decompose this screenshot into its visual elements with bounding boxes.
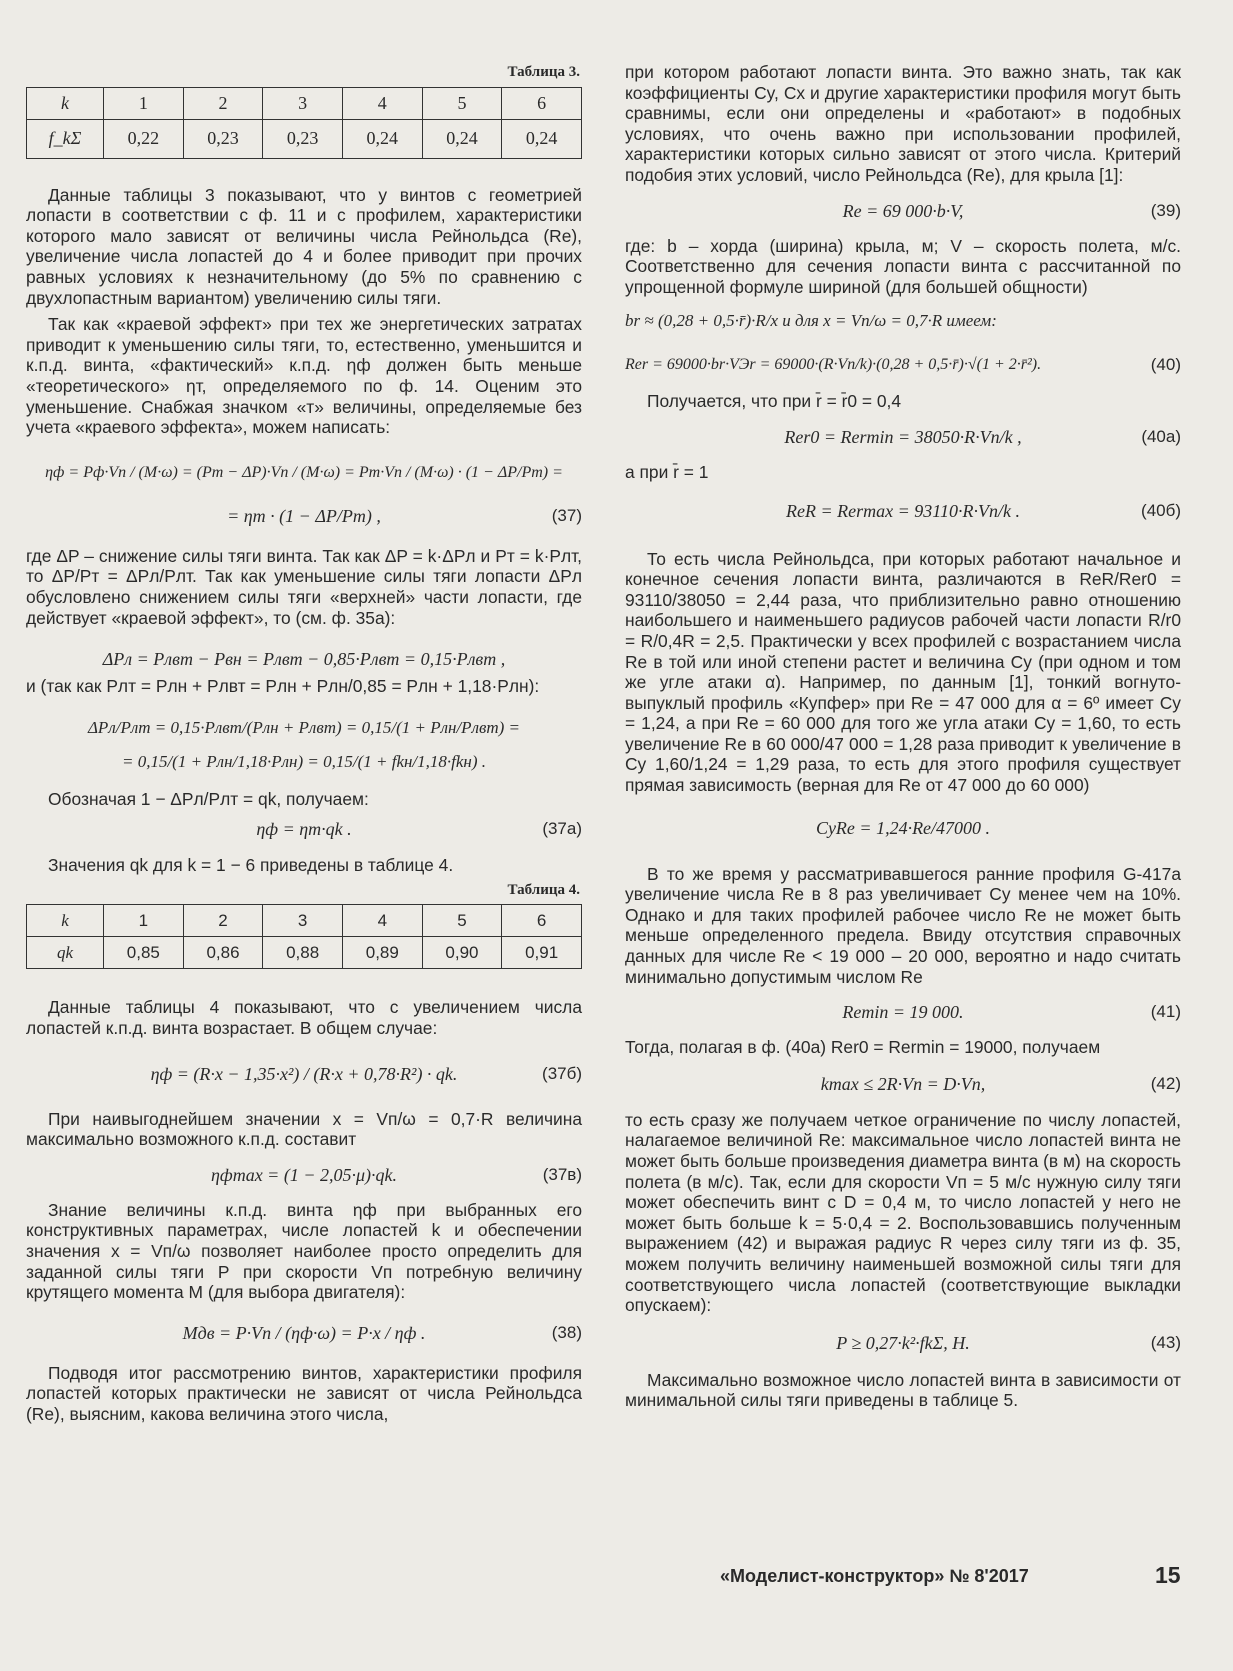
table3-col: 1	[104, 87, 184, 119]
formula-40b	[625, 483, 1181, 539]
paragraph: Данные таблицы 3 показывают, что у винтов с геометрией лопасти в соответствии с ф. 11 и с профилем, характеристики которого мало зависят от величины числа Рейнольдса (Re), увеличение числа лопастей до 4 и более приводит при прочих равных условиях к незначительному (до 5% по сравнению с двухлопастным вариантом) увеличению силы тяги.	[26, 184, 582, 308]
paragraph: где: b – хорда (ширина) крыла, м; V – скорость полета, м/с. Соответственно для сечения лопасти винта с рассчитанной по упрощенной формуле шириной (для большей общности)	[625, 235, 1181, 297]
paragraph: то есть сразу же получаем четкое ограничение по числу лопастей, налагаемое величиной Re: максимальное число лопастей винта не может быть больше произведения диаметра винта (в м) на скорость полета (в м/с). Так, если для скорости Vп = 5 м/с нужную силу тяги может обеспечить винт с D = 0,4 м, то число лопастей у него не может быть больше k = 5·0,4 = 2. Воспользовавшись полученным выражением (42) и выражая радиус R через силу тяги из ф. 35, можем получить величину наименьшей возможной силы тяги для соответствующего числа лопастей (соответствующие выкладки опускаем):	[625, 1109, 1181, 1316]
formula-text: Rer = 69000·br·VЭr = 69000·(R·Vп/k)·(0,28 + 0,5·r̄)·√(1 + 2·r̄²).	[625, 356, 1042, 374]
table4-col: 3	[263, 905, 343, 937]
paragraph: а при r̄ = 1	[625, 461, 709, 482]
paragraph: Максимально возможное число лопастей винта в зависимости от минимальной силы тяги приведены в таблице 5.	[625, 1369, 1181, 1411]
equation-number: (39)	[1150, 200, 1181, 220]
table4-cell: 0,88	[263, 937, 343, 969]
table3-cell: 0,23	[263, 119, 343, 158]
formula-40a	[625, 412, 1181, 462]
formula-text: CyRe = 1,24·Re/47000 .	[815, 817, 991, 838]
table3-col: 4	[342, 87, 422, 119]
table3-col: 2	[183, 87, 263, 119]
paragraph: То есть числа Рейнольдса, при которых работают начальное и конечное сечения лопасти винта, различаются в ReR/Rer0 = 93110/38050 = 2,44 раза, что приблизительно равно отношению наибольшего и наименьшего радиусов рабочей части лопасти R/r0 = R/0,4R = 2,5. Практически у всех профилей с возрастанием числа Re в той или иной степени растет и величина Cy (при одном и том же угле атаки α). Например, по данным [1], тонкий вогнуто-выпуклый профиль «Купфер» при Re = 47 000 для α = 6º имеет Cy = 1,24, а при Re = 60 000 для того же угла атаки Cy = 1,60, то есть увеличение Re в 60 000/47 000 = 1,28 раза приводит к увеличение в Cy 1,60/1,24 = 1,29 раза, то есть для этого профиля существует прямая зависимость (верная для Re от 47 000 до 60 000)	[625, 548, 1181, 796]
right-column	[625, 62, 1181, 1411]
formula-text: Re = 69 000·b·V,	[842, 200, 964, 221]
equation-number: (40)	[1150, 355, 1181, 375]
paragraph: Знание величины к.п.д. винта ηф при выбранных его конструктивных параметрах, числе лопастей k и обеспечении значения x = Vп/ω позволяет наиболее просто определить для заданной силы тяги P при скорости Vп потребную величину крутящего момента M (для выбора двигателя):	[26, 1199, 582, 1303]
equation-number: (37в)	[542, 1164, 582, 1184]
paragraph: Значения qk для k = 1 − 6 приведены в таблице 4.	[48, 855, 454, 876]
paragraph: Получается, что при r̄ = r̄0 = 0,4	[647, 391, 902, 412]
formula-text: P ≥ 0,27·k²·fkΣ, Н.	[836, 1332, 970, 1353]
formula-text: kmax ≤ 2R·Vп = D·Vп,	[820, 1073, 986, 1094]
table4-row-label: qk	[27, 937, 104, 969]
table3-header-row	[27, 87, 582, 119]
table3-row-label: f_kΣ	[27, 119, 104, 158]
formula-text: ReR = Rermax = 93110·R·Vп/k .	[786, 500, 1020, 521]
formula-37a	[26, 809, 582, 849]
table4-col: 1	[104, 905, 184, 937]
equation-number: (43)	[1150, 1332, 1181, 1352]
table-3	[26, 87, 582, 159]
formula-text: Remin = 19 000.	[842, 1002, 964, 1023]
table3-cell: 0,24	[342, 119, 422, 158]
table4-caption: Таблица 4.	[507, 881, 580, 898]
formula-37v	[26, 1150, 582, 1200]
equation-number: (41)	[1150, 1002, 1181, 1022]
formula-text: = ηт · (1 − ΔP/Pт) ,	[227, 505, 381, 526]
paragraph: Так как «краевой эффект» при тех же энергетических затратах приводит к уменьшению силы тяги, то, естественно, уменьшится и к.п.д. винта, «фактический» к.п.д. ηф должен быть меньше «теоретического» ηт, определяемого по ф. 14. Оценим это уменьшение. Снабжая значком «т» величины, определяемые без учета «краевого эффекта», можем написать:	[26, 314, 582, 438]
table3-col: 6	[502, 87, 582, 119]
left-column	[26, 62, 582, 1425]
formula-37b	[26, 1039, 582, 1109]
formula-38	[26, 1303, 582, 1363]
table3-col: 5	[422, 87, 502, 119]
formula-text: Mдв = P·Vп / (ηф·ω) = P·x / ηф .	[182, 1322, 426, 1343]
formula-text: ΔPл = Pлвт − Pвн = Pлвт − 0,85·Pлвт = 0,15·Pлвт ,	[102, 649, 506, 670]
equation-number: (42)	[1150, 1073, 1181, 1093]
table3-header-label: k	[27, 87, 104, 119]
formula-text: ηфmax = (1 − 2,05·μ)·qk.	[210, 1164, 397, 1185]
table4-header-label: k	[27, 905, 104, 937]
formula-41	[625, 987, 1181, 1037]
table4-cell: 0,85	[104, 937, 184, 969]
table4-col: 2	[183, 905, 263, 937]
formula-ratio-line1	[26, 711, 582, 745]
paragraph: При наивыгоднейшем значении x = Vп/ω = 0,7·R величина максимально возможного к.п.д. составит	[26, 1108, 582, 1150]
paragraph: Обозначая 1 − ΔPл/Pлт = qk, получаем:	[48, 788, 369, 809]
table-4	[26, 904, 582, 969]
equation-number: (37а)	[542, 819, 582, 839]
table4-value-row	[27, 937, 582, 969]
table3-cell: 0,22	[104, 119, 184, 158]
paragraph: где ΔP – снижение силы тяги винта. Так как ΔP = k·ΔPл и Pт = k·Pлт, то ΔP/Pт = ΔPл/Pлт. Так как уменьшение силы тяги лопасти ΔPл обусловлено снижением силы тяги «верхней» части лопасти, где действует «краевой эффект», то (см. ф. 35а):	[26, 545, 582, 628]
paragraph: В то же время у рассматривавшегося ранние профиля G-417а увеличение числа Re в 8 раз увеличивает Cy менее чем на 10%. Однако и для таких профилей рабочее число Re не может быть меньше определенного предела. Ввиду отсутствия справочных данных для числе Re < 19 000 – 20 000, вероятно и надо считать минимально допустимым числом Re	[625, 863, 1181, 987]
equation-number: (37б)	[542, 1063, 582, 1083]
formula-text: ηф = (R·x − 1,35·x²) / (R·x + 0,78·R²) · qk.	[150, 1063, 458, 1084]
formula-37-line1	[26, 452, 582, 494]
formula-42	[625, 1058, 1181, 1110]
formula-40	[625, 345, 1181, 385]
table4-col: 6	[502, 905, 582, 937]
paragraph: Данные таблицы 4 показывают, что с увеличением числа лопастей к.п.д. винта возрастает. В общем случае:	[26, 997, 582, 1039]
formula-43	[625, 1316, 1181, 1370]
table4-header-row	[27, 905, 582, 937]
table3-value-row	[27, 119, 582, 158]
paragraph: при котором работают лопасти винта. Это важно знать, так как коэффициенты Cy, Cx и другие характеристики профиля могут быть сравнимы, если они определены и «работают» в подобных условиях, что очень важно при использовании профилей, характеристики которых сильно зависят от этого числа. Критерий подобия этих условий, число Рейнольдса (Re), для крыла [1]:	[625, 62, 1181, 185]
formula-text: br ≈ (0,28 + 0,5·r̄)·R/x и для x = Vп/ω = 0,7·R имеем:	[625, 311, 997, 331]
formula-cy	[625, 796, 1181, 860]
paragraph: и (так как Pлт = Pлн + Pлвт = Pлн + Pлн/0,85 = Pлн + 1,18·Pлн):	[26, 676, 540, 697]
table3-cell: 0,23	[183, 119, 263, 158]
page-number: 15	[1155, 1562, 1181, 1588]
formula-39	[625, 186, 1181, 236]
table4-col: 4	[342, 905, 422, 937]
formula-37-line2	[26, 494, 582, 538]
table4-cell: 0,90	[422, 937, 502, 969]
equation-number: (40б)	[1141, 500, 1181, 520]
formula-text: = 0,15/(1 + Pлн/1,18·Pлн) = 0,15/(1 + fkн/1,18·fkн) .	[121, 751, 487, 771]
formula-ratio-line2	[26, 745, 582, 779]
paragraph: Подводя итог рассмотрению винтов, характеристики профиля лопастей которых практически не зависят от числа Рейнольдса (Re), выясним, какова величина этого числа,	[26, 1362, 582, 1424]
table3-col: 3	[263, 87, 343, 119]
table4-cell: 0,91	[502, 937, 582, 969]
table4-cell: 0,89	[342, 937, 422, 969]
equation-number: (40а)	[1141, 426, 1181, 446]
equation-number: (37)	[551, 505, 582, 525]
table3-cell: 0,24	[422, 119, 502, 158]
formula-text: ηф = Pф·Vп / (M·ω) = (Pт − ΔP)·Vп / (M·ω) = Pт·Vп / (M·ω) · (1 − ΔP/Pт) =	[45, 463, 563, 481]
formula-text: Rer0 = Rermin = 38050·R·Vп/k ,	[784, 426, 1022, 447]
paragraph: Тогда, полагая в ф. (40а) Rer0 = Rermin = 19000, получаем	[625, 1037, 1101, 1058]
table4-col: 5	[422, 905, 502, 937]
magazine-footer: «Моделист-конструктор» № 8'2017	[720, 1566, 1029, 1586]
equation-number: (38)	[551, 1322, 582, 1342]
table3-cell: 0,24	[502, 119, 582, 158]
table3-caption: Таблица 3.	[507, 64, 580, 80]
formula-text: ηф = ηт·qk .	[256, 819, 352, 840]
table4-cell: 0,86	[183, 937, 263, 969]
formula-br	[625, 297, 1181, 345]
formula-text: ΔPл/Pлт = 0,15·Pлвт/(Pлн + Pлвт) = 0,15/(1 + Pлн/Pлвт) =	[87, 717, 521, 737]
formula-delta-p	[26, 642, 582, 676]
